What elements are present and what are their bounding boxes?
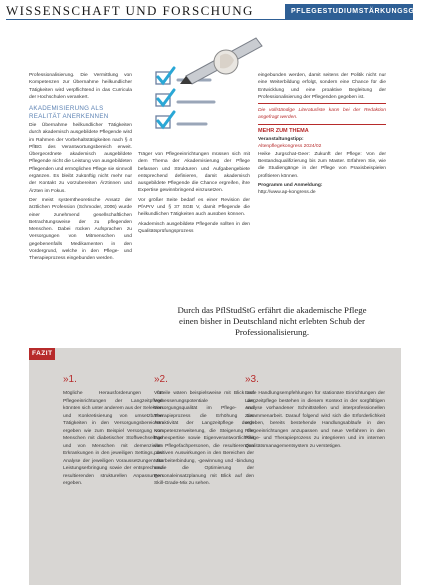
info-line: Programm und Anmeldung: (258, 182, 323, 188)
header-rule (6, 19, 413, 20)
topic-tag: PFLEGESTUDIUMSTÄRKUNGSGESETZ (285, 4, 413, 19)
divider (258, 103, 386, 104)
paragraph: Die Übernahme heilkundlicher Tätigkeiten durch akademisch ausgebildete Pflegende wird im Rahmen der Vorbehaltstätigkeiten nach § 4 PflBG des Verantwortungsbereich erweit. Übergeordnete akademisch ausgebildete Pflegende nicht die Leistung von ausgebildeten Pflegenden und ermöglichen Pflege sie sinnvoll ergänzen. Es bleibt zukünftig nicht mehr nur der Kontakt zu vorzubereiten Ärztinnen und Ärzten im Fokus. (29, 123, 132, 194)
info-line: Veranstaltungstipp: (258, 137, 304, 143)
event-link[interactable]: Altenpflegekongress 2024/02 (258, 144, 322, 150)
item-number: »1. (63, 374, 77, 385)
column-1 (29, 72, 132, 265)
pen-and-checklist-icon (134, 32, 274, 140)
paragraph: Professionalisierung. Die Vermittlung von Kompetenzen zur Übernahme heilkundlicher Tätigkeiten wird verpflichtend in das Curricula der Hochschulen verankert. (29, 73, 132, 100)
summary-label: FAZIT (29, 348, 55, 360)
literature-note: Die vollständige Literaturliste kann bei der Redaktion angefragt werden. (258, 108, 386, 121)
summary-box (29, 348, 401, 585)
item-number: »3. (245, 374, 259, 385)
column-2 (138, 151, 250, 237)
info-box-heading: MEHR ZUM THEMA (258, 127, 309, 134)
divider (258, 124, 386, 125)
paragraph: Vor größer Seite bedarf es einer Revision der PfAPrV und § 37 SGB V, damit Pflegende die heilkundlichen Tätigkeiten auch ausüben können. (138, 197, 250, 218)
summary-item (63, 374, 163, 488)
item-text: Vorteile wären beispielsweise mit Blick auf Verbesserungspotentiale der Versorgungsqualität im Pflege- und Therapieprozess die Erhöhung der Attraktivität der Langzeitpflege durch Kompetenzerweiterung, die Steigerung der Fachexpertise sowie Eigenverantwortlichkeit von Pflegefachpersonen, die resultierenden positiven Auswirkungen in den Bereichen der Mitarbeiterbindung, -gewinnung und -bindung sowie die Optimierung der Personaleinsatzplanung mit Blick auf den Skill-Grade-Mix zu sehen. (154, 391, 254, 486)
paragraph: Träger von Pflegeeinrichtungen müssen sich mit dem Thema der Akademisierung der Pflege befassen und Strukturen und Aufgabengebiete entsprechend definieren, damit akademisch ausgebildete Pflegende die Chance ergreifen, ihre Expertise gewinnbringend einzusetzen. (138, 152, 250, 194)
item-text: Mögliche Herausforderungen für Pflegeeinrichtungen der Langzeitpflege könnten sich unter anderem aus der Selektion und Konkretisierung von umsetzbaren Tätigkeiten in den Versorgungsbereichen ergeben wie zum Beispiel Versorgung von Menschen mit diabetischer Stoffwechsellage und von Menschen mit demenziellen Erkrankungen in den jeweiligen Settings, der Analyse der jeweiligen Voraussetzungen zur Leistungserbringung sowie der entsprechend resultierenden strukturellen Anpassungen ergeben. (63, 391, 163, 486)
summary-item (154, 374, 254, 488)
summary-item (245, 374, 385, 450)
page-header (0, 0, 440, 20)
subheading: AKADEMISIERUNG ALS REALITÄT ANERKENNEN (29, 105, 109, 120)
item-text: Erste Handlungsempfehlungen für stationäre Einrichtungen der Langzeitpflege bestehen in diesem Kontext in der sorgfältigen Analyse vorhandener Schnittstellen und interprofessionellen Zusammenarbeit. Darauf folgend wird sich die Erforderlichkeit ergeben, bereits bestehende Handlungsabläufe in den Pflegeeinrichtungen anzupassen und neue Verfahren in den Pflege- und Therapieprozess zu integrieren und im internen Qualitätsmanagementsystem zu verstetigen. (245, 391, 385, 449)
info-text: Heike Jurgschat-Geer: Zukunft der Pflege: Von der Bestandsqualifizierung bis zum Master. Erfahren Sie, wie die Studiengänge in der Pflege von Praxisbeispielen profitieren können. (258, 151, 386, 179)
item-number: »2. (154, 374, 168, 385)
paragraph: Akademisch ausgebildete Pflegende sollten in den Qualitätsprüfungsprozess (138, 221, 250, 234)
column-3 (258, 72, 386, 196)
pull-quote: Durch das PflStudStG erfährt die akademische Pflege einen bisher in Deutschland nicht erlebten Schub der Professionalisierung. (177, 305, 367, 337)
paragraph: eingebunden werden, damit seitens der Politik nicht nur eine Weiterbildung erfolgt, sondern eine Chance für die Entwicklung und eine proaktive Begleitung der Professionalisierung der Pflegenden gegeben ist. (258, 73, 386, 100)
url-link[interactable]: http://www.ap-kongress.de (258, 190, 316, 196)
section-title: WISSENSCHAFT UND FORSCHUNG (6, 3, 254, 18)
paragraph: Der meist systemtheoretische Ansatz der ärztlichen Profession (Schmoder, 2006) wurde einer zunehmend gesellschaftlichen Betrachtungsweise der zu pflegenden Menschen. Dabei rücken Aufsprachen zu Versorgungen von Mitmenschen und gegebenenfalls Medikamenten in den Vordergrund, welche in den Pflege- und Therapieprozess eingebunden werden. (29, 197, 132, 262)
